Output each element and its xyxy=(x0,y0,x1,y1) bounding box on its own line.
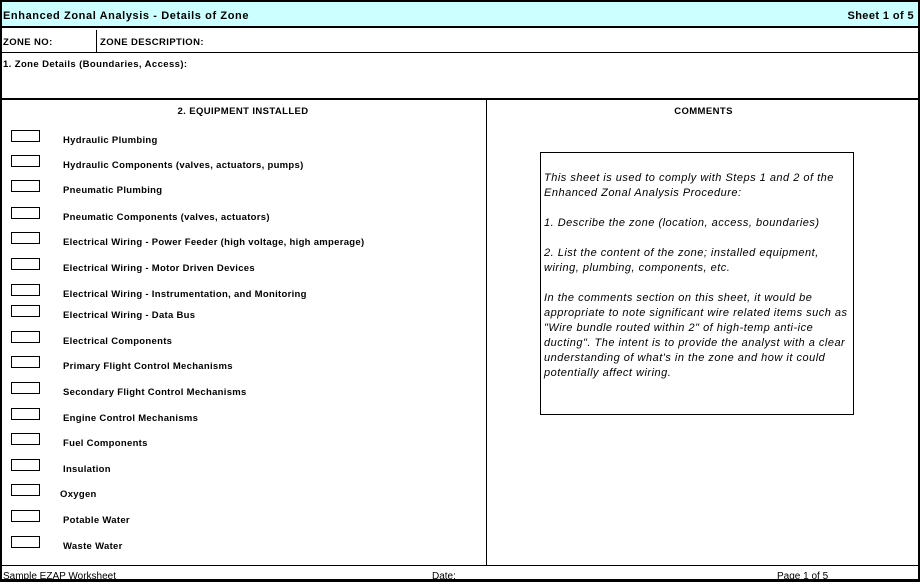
comments-box xyxy=(540,152,854,415)
equipment-checkbox[interactable] xyxy=(11,382,40,394)
equipment-label: Waste Water xyxy=(63,541,123,552)
equipment-checkbox[interactable] xyxy=(11,232,40,244)
equipment-label: Secondary Flight Control Mechanisms xyxy=(63,387,247,398)
equipment-label: Electrical Wiring - Power Feeder (high voltage, high amperage) xyxy=(63,237,365,248)
zone-description-label: ZONE DESCRIPTION: xyxy=(100,37,204,48)
equipment-checkbox[interactable] xyxy=(11,180,40,192)
equipment-checkbox[interactable] xyxy=(11,408,40,420)
equipment-label: Electrical Wiring - Data Bus xyxy=(63,310,196,321)
equipment-label: Potable Water xyxy=(63,515,130,526)
equipment-label: Hydraulic Components (valves, actuators, pumps) xyxy=(63,160,304,171)
equipment-checkbox[interactable] xyxy=(11,331,40,343)
divider xyxy=(2,565,918,566)
equipment-checkbox[interactable] xyxy=(11,155,40,167)
footer-left: Sample EZAP Worksheet xyxy=(3,571,117,582)
equipment-checkbox[interactable] xyxy=(11,130,40,142)
divider xyxy=(96,30,97,52)
equipment-label: Pneumatic Plumbing xyxy=(63,185,163,196)
footer-page: Page 1 of 5 xyxy=(777,571,829,582)
equipment-heading: 2. EQUIPMENT INSTALLED xyxy=(177,106,309,117)
comments-heading: COMMENTS xyxy=(674,106,733,117)
equipment-checkbox[interactable] xyxy=(11,510,40,522)
zone-details-label: 1. Zone Details (Boundaries, Access): xyxy=(3,59,188,70)
equipment-checkbox[interactable] xyxy=(11,207,40,219)
equipment-checkbox[interactable] xyxy=(11,536,40,548)
comment-paragraph: In the comments section on this sheet, it would be appropriate to note significant wire related items such as "Wire bundle routed within 2" of high-temp anti-ice ducting". The intent is to provide the analyst with a clear understanding of what's in the zone and how it could potentially affect wiring. xyxy=(544,292,848,379)
equipment-checkbox[interactable] xyxy=(11,459,40,471)
divider xyxy=(2,98,918,100)
equipment-label: Insulation xyxy=(63,464,111,475)
comment-paragraph: 1. Describe the zone (location, access, boundaries) xyxy=(544,217,820,229)
equipment-checkbox[interactable] xyxy=(11,305,40,317)
page-title: Enhanced Zonal Analysis - Details of Zone xyxy=(3,10,250,22)
divider xyxy=(2,52,918,53)
equipment-label: Oxygen xyxy=(60,489,97,500)
equipment-label: Engine Control Mechanisms xyxy=(63,413,199,424)
column-divider xyxy=(486,100,487,565)
equipment-checkbox[interactable] xyxy=(11,356,40,368)
equipment-checkbox[interactable] xyxy=(11,284,40,296)
equipment-checkbox[interactable] xyxy=(11,433,40,445)
equipment-label: Electrical Components xyxy=(63,336,173,347)
comment-paragraph: 2. List the content of the zone; installed equipment, wiring, plumbing, components, etc. xyxy=(544,247,819,274)
equipment-label: Fuel Components xyxy=(63,438,148,449)
equipment-checkbox[interactable] xyxy=(11,258,40,270)
equipment-label: Electrical Wiring - Instrumentation, and Monitoring xyxy=(63,289,307,300)
sheet-number: Sheet 1 of 5 xyxy=(847,10,914,22)
equipment-label: Pneumatic Components (valves, actuators) xyxy=(63,212,270,223)
equipment-checkbox[interactable] xyxy=(11,484,40,496)
equipment-label: Primary Flight Control Mechanisms xyxy=(63,361,233,372)
comment-paragraph: This sheet is used to comply with Steps 1 and 2 of the Enhanced Zonal Analysis Procedure: xyxy=(544,172,834,199)
footer-date: Date: xyxy=(432,571,456,582)
zone-no-label: ZONE NO: xyxy=(3,37,53,48)
equipment-label: Electrical Wiring - Motor Driven Devices xyxy=(63,263,255,274)
equipment-label: Hydraulic Plumbing xyxy=(63,135,158,146)
